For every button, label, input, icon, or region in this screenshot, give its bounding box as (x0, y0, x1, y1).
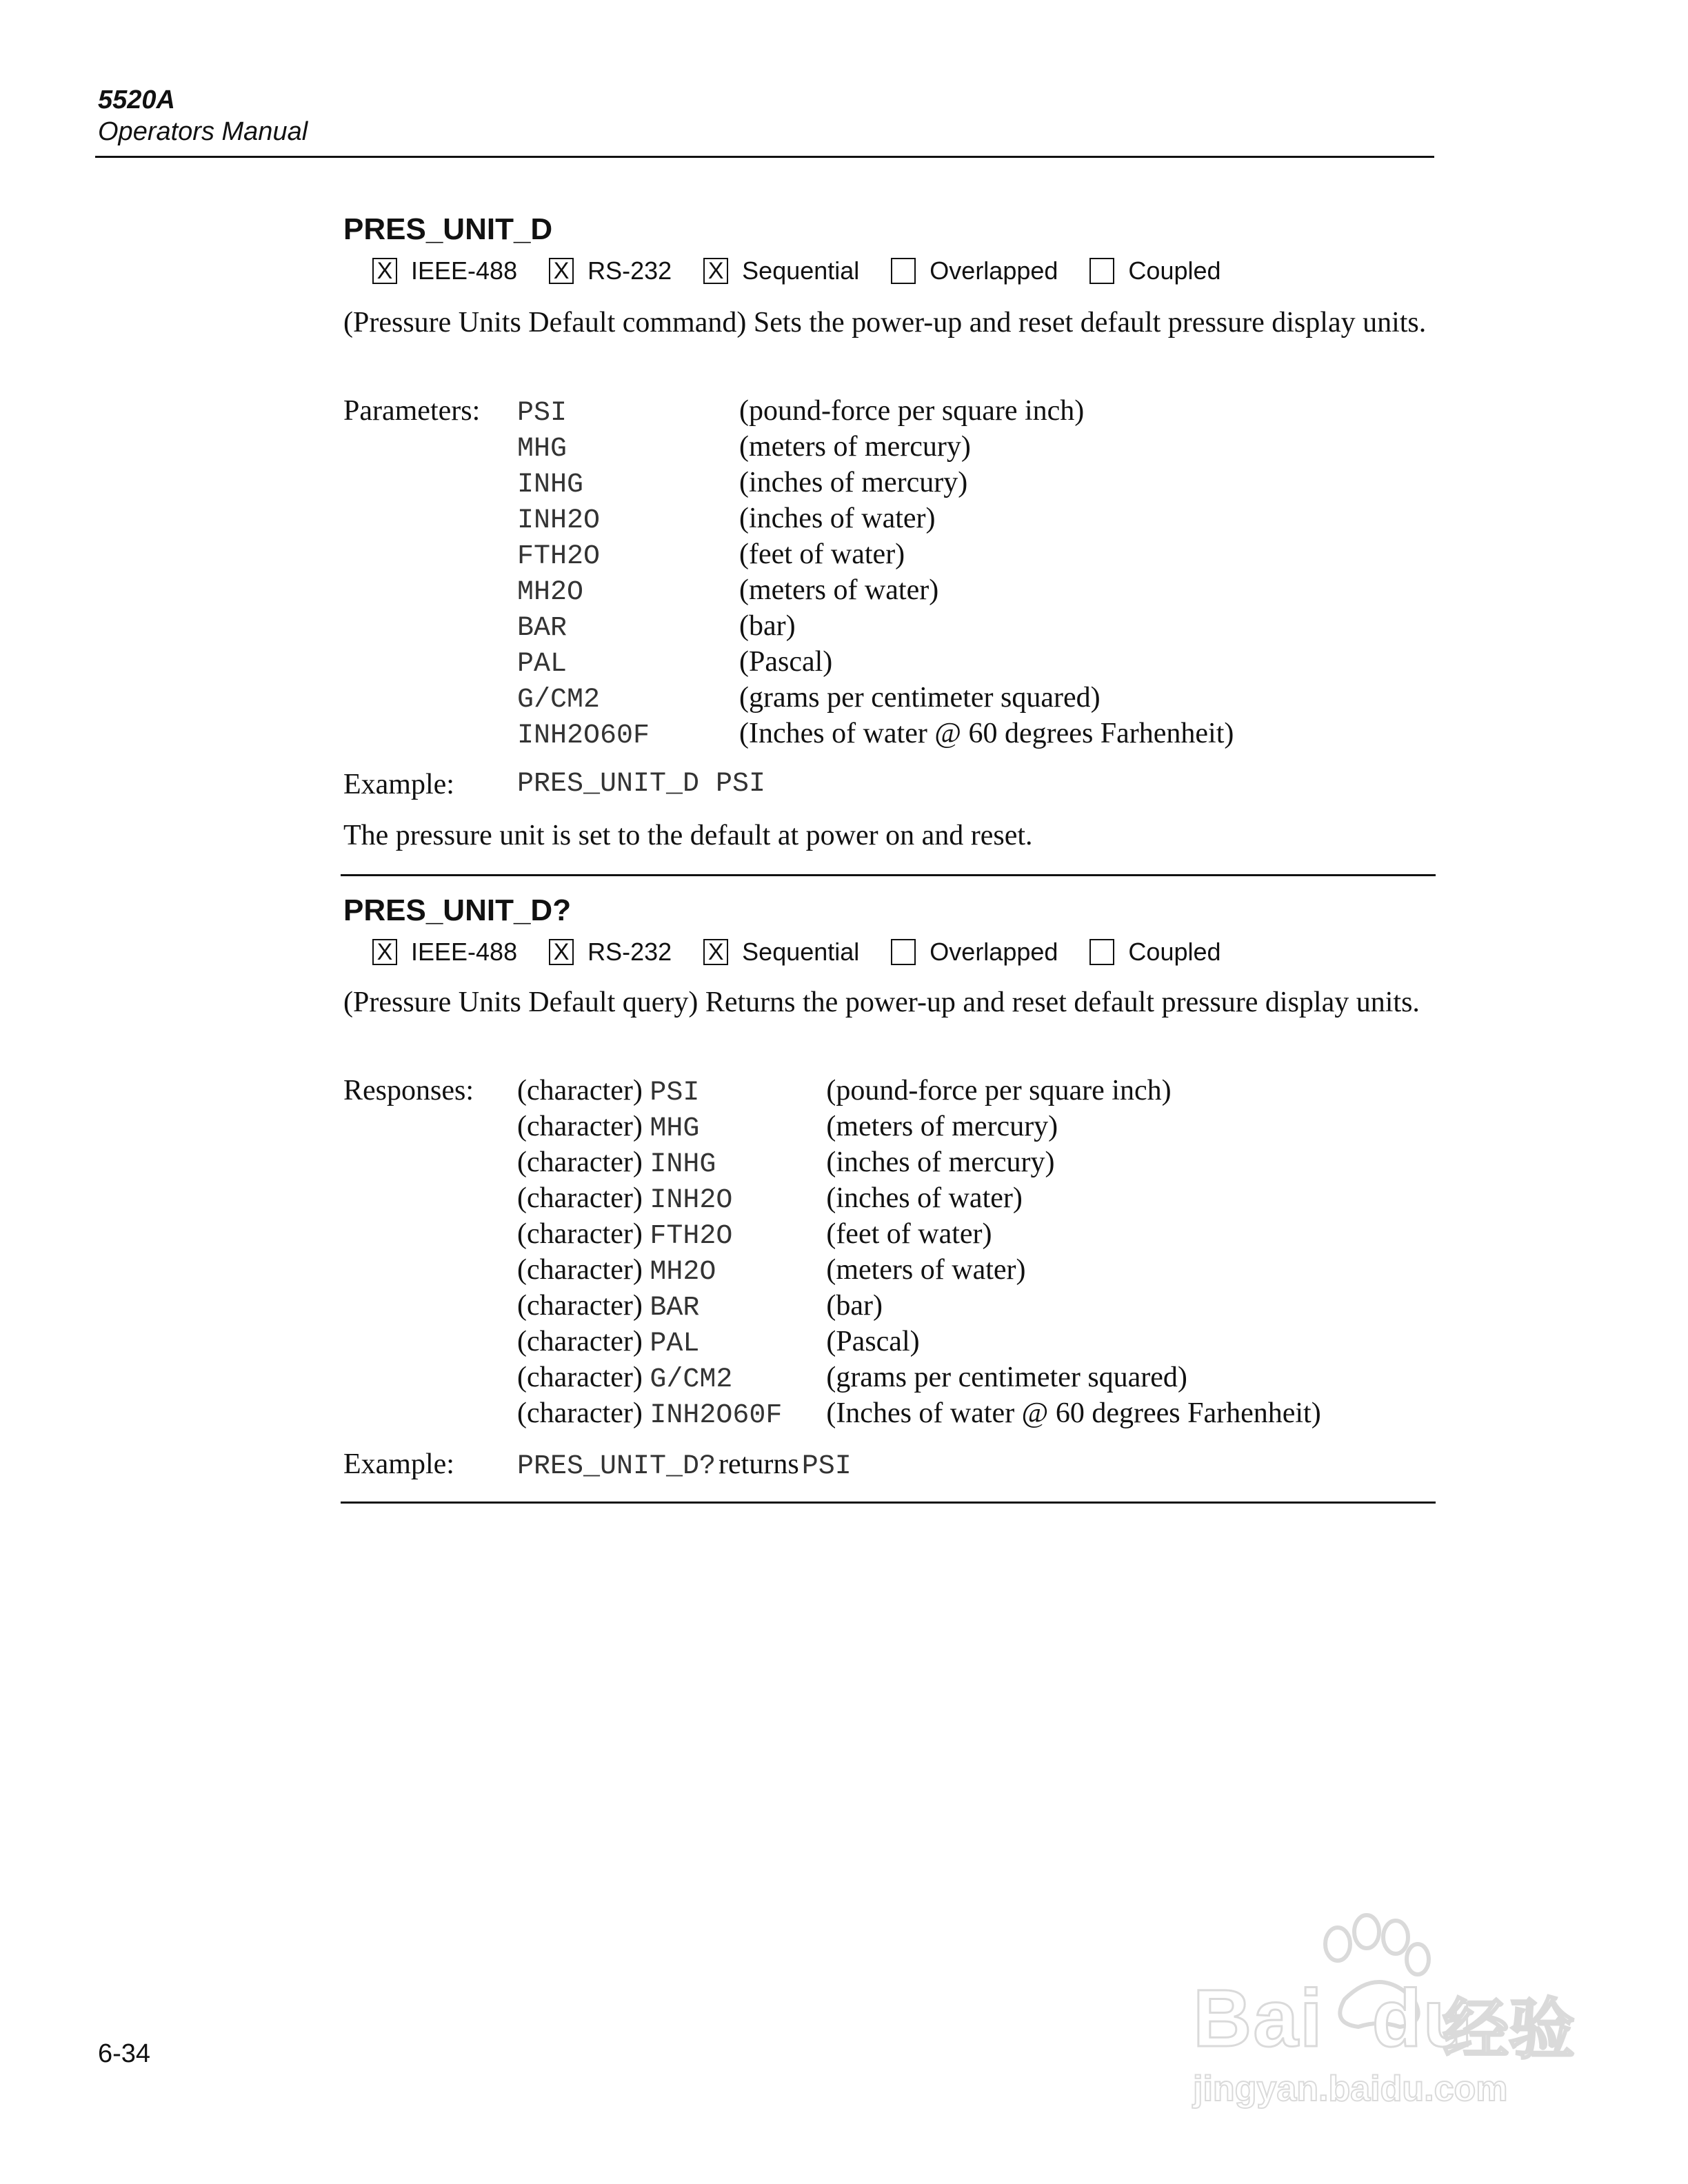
param-code: BAR (517, 613, 567, 644)
checkbox-overlapped (891, 939, 916, 965)
param-desc: (Inches of water @ 60 degrees Farhenheit) (739, 718, 1234, 749)
param-desc: (grams per centimeter squared) (739, 682, 1101, 714)
page-number: 6-34 (98, 2039, 151, 2068)
param-code: MHG (517, 434, 567, 465)
flag-label: IEEE-488 (411, 256, 518, 285)
watermark-cn: 经验 (1443, 1993, 1575, 2067)
list-item (517, 1395, 1321, 1431)
flag-sequential (703, 256, 859, 285)
list-item (517, 716, 1234, 751)
param-desc: (inches of mercury) (739, 467, 968, 498)
flag-label: Overlapped (930, 256, 1058, 285)
checkbox-coupled (1089, 939, 1114, 965)
response-prefix: (character) (517, 1290, 643, 1322)
checkbox-ieee488: X (372, 939, 397, 965)
flag-rs232 (549, 938, 672, 967)
flag-label: RS-232 (587, 938, 672, 966)
response-desc: (meters of mercury) (826, 1111, 1058, 1142)
query-description: (Pressure Units Default query) Returns the power-up and reset default pressure display units. (343, 987, 1420, 1018)
response-code: INHG (650, 1149, 716, 1180)
flag-label: Coupled (1128, 256, 1221, 285)
response-prefix: (character) (517, 1182, 643, 1214)
param-desc: (meters of water) (739, 574, 939, 606)
flag-coupled (1089, 256, 1220, 285)
response-code: PSI (650, 1078, 700, 1109)
checkbox-sequential: X (703, 939, 728, 965)
responses-label: Responses: (343, 1075, 474, 1106)
section-rule (341, 874, 1436, 876)
watermark-url: jingyan.baidu.com (1193, 2069, 1508, 2109)
response-prefix: (character) (517, 1146, 643, 1178)
checkbox-rs232: X (549, 258, 574, 284)
example-returns: returns (719, 1448, 799, 1480)
list-item (517, 429, 1234, 465)
example-code: PRES_UNIT_D PSI (517, 769, 766, 800)
response-code: INH2O60F (650, 1400, 783, 1431)
response-code: G/CM2 (650, 1364, 733, 1395)
param-code: G/CM2 (517, 685, 601, 716)
param-code: PSI (517, 398, 567, 429)
flag-coupled (1089, 938, 1220, 967)
response-code: BAR (650, 1293, 700, 1324)
param-desc: (inches of water) (739, 503, 936, 534)
response-prefix: (character) (517, 1218, 643, 1250)
list-item (517, 608, 1234, 644)
parameters-label: Parameters: (343, 395, 481, 427)
checkbox-ieee488: X (372, 258, 397, 284)
response-desc: (inches of mercury) (826, 1146, 1055, 1178)
command-title: PRES_UNIT_D (343, 212, 553, 246)
baidu-watermark (1172, 1903, 1600, 2110)
response-prefix: (character) (517, 1111, 643, 1142)
param-desc: (pound-force per square inch) (739, 395, 1085, 427)
note-text: The pressure unit is set to the default at power on and reset. (343, 820, 1033, 851)
section-rule (341, 1502, 1436, 1504)
flag-label: IEEE-488 (411, 938, 518, 966)
param-code: MH2O (517, 577, 584, 608)
list-item (517, 572, 1234, 608)
example-result: PSI (801, 1451, 852, 1482)
response-code: MHG (650, 1113, 700, 1144)
response-desc: (pound-force per square inch) (826, 1075, 1172, 1106)
watermark-brand-left: Bai (1193, 1973, 1324, 2064)
param-desc: (meters of mercury) (739, 431, 971, 463)
parameter-list (517, 393, 1234, 751)
response-prefix: (character) (517, 1362, 643, 1393)
list-item (517, 1144, 1321, 1180)
list-item (517, 1359, 1321, 1395)
flag-ieee488 (372, 938, 517, 967)
response-code: PAL (650, 1328, 700, 1359)
example-label: Example: (343, 1448, 454, 1480)
response-code: FTH2O (650, 1221, 733, 1252)
list-item (517, 393, 1234, 429)
response-prefix: (character) (517, 1326, 643, 1357)
flag-label: Sequential (742, 256, 860, 285)
checkbox-overlapped (891, 258, 916, 284)
param-desc: (feet of water) (739, 538, 905, 570)
list-item (517, 1109, 1321, 1144)
response-desc: (inches of water) (826, 1182, 1023, 1214)
command-description: (Pressure Units Default command) Sets the power-up and reset default pressure display units. (343, 307, 1427, 338)
flag-label: Coupled (1128, 938, 1221, 966)
interface-flags (372, 254, 1253, 288)
flag-sequential (703, 938, 859, 967)
param-code: INHG (517, 469, 584, 501)
param-desc: (bar) (739, 610, 796, 642)
list-item (517, 1252, 1321, 1288)
checkbox-rs232: X (549, 939, 574, 965)
param-code: INH2O60F (517, 720, 650, 751)
flag-label: Overlapped (930, 938, 1058, 966)
response-prefix: (character) (517, 1254, 643, 1286)
param-code: PAL (517, 649, 567, 680)
interface-flags (372, 935, 1253, 969)
response-code: MH2O (650, 1257, 716, 1288)
list-item (517, 1288, 1321, 1324)
list-item (517, 465, 1234, 501)
response-prefix: (character) (517, 1075, 643, 1106)
list-item (517, 1324, 1321, 1359)
watermark-brand-right: du (1372, 1973, 1474, 2064)
checkbox-sequential: X (703, 258, 728, 284)
header-rule (95, 156, 1434, 158)
response-desc: (Inches of water @ 60 degrees Farhenheit) (826, 1397, 1321, 1429)
list-item (517, 501, 1234, 536)
example-label: Example: (343, 769, 454, 800)
response-desc: (meters of water) (826, 1254, 1026, 1286)
flag-label: RS-232 (587, 256, 672, 285)
flag-ieee488 (372, 256, 517, 285)
list-item (517, 536, 1234, 572)
response-prefix: (character) (517, 1397, 643, 1429)
param-code: INH2O (517, 505, 601, 536)
response-code: INH2O (650, 1185, 733, 1216)
list-item (517, 1073, 1321, 1109)
list-item (517, 680, 1234, 716)
param-code: FTH2O (517, 541, 601, 572)
flag-overlapped (891, 938, 1058, 967)
query-example (517, 1446, 852, 1488)
response-desc: (bar) (826, 1290, 883, 1322)
manual-model: 5520A (98, 85, 175, 114)
flag-rs232 (549, 256, 672, 285)
checkbox-coupled (1089, 258, 1114, 284)
query-title: PRES_UNIT_D? (343, 893, 572, 927)
response-desc: (feet of water) (826, 1218, 992, 1250)
flag-overlapped (891, 256, 1058, 285)
response-desc: (grams per centimeter squared) (826, 1362, 1187, 1393)
manual-subtitle: Operators Manual (98, 117, 308, 146)
param-desc: (Pascal) (739, 646, 833, 678)
list-item (517, 644, 1234, 680)
list-item (517, 1216, 1321, 1252)
response-desc: (Pascal) (826, 1326, 920, 1357)
list-item (517, 1180, 1321, 1216)
example-code: PRES_UNIT_D? (517, 1451, 716, 1482)
response-list (517, 1073, 1321, 1431)
flag-label: Sequential (742, 938, 860, 966)
